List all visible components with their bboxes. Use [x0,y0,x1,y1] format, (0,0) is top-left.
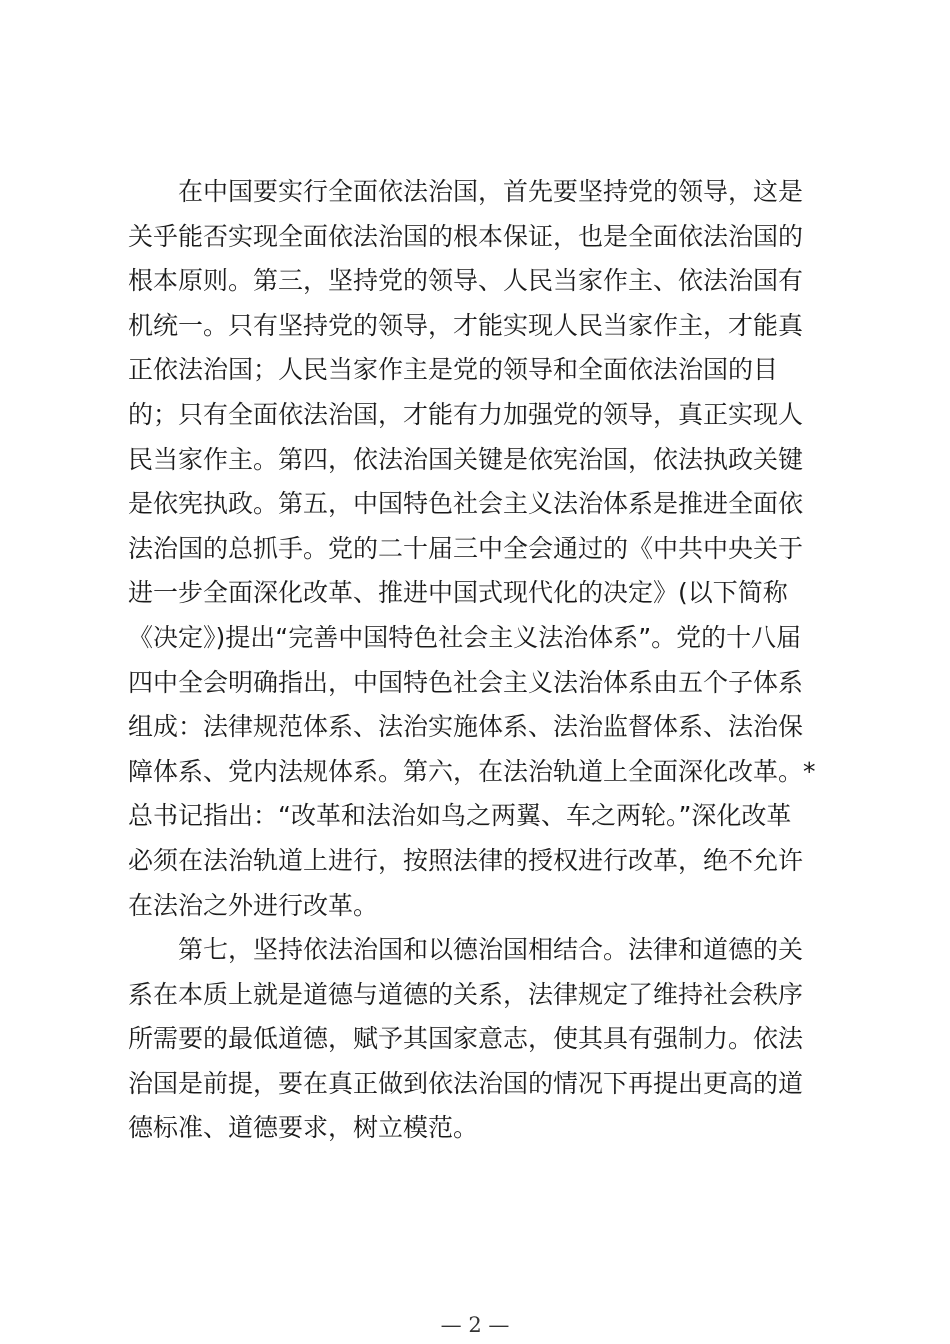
text-line: 根本原则。第三，坚持党的领导、人民当家作主、依法治国有 [128,266,804,296]
text-line: 系在本质上就是道德与道德的关系，法律规定了维持社会秩序 [128,979,804,1009]
text-line: 总书记指出：“改革和法治如鸟之两翼、车之两轮。”深化改革 [128,801,792,831]
text-line: 的；只有全面依法治国，才能有力加强党的领导，真正实现人 [128,399,804,429]
text-line: 进一步全面深化改革、推进中国式现代化的决定》(以下简称 [128,578,788,608]
text-line: 在中国要实行全面依法治国，首先要坚持党的领导，这是 [128,177,804,206]
body-text [128,170,828,1151]
text-line: 障体系、党内法规体系。第六，在法治轨道上全面深化改革。* [128,756,816,786]
text-line: 德标准、道德要求，树立模范。 [128,1113,479,1143]
text-line: 机统一。只有坚持党的领导，才能实现人民当家作主，才能真 [128,310,804,340]
page-number: — 2 — [440,1313,510,1337]
text-line: 组成：法律规范体系、法治实施体系、法治监督体系、法治保 [128,712,804,742]
text-line: 第七，坚持依法治国和以德治国相结合。法律和道德的关 [128,935,804,965]
text-line: 所需要的最低道德，赋予其国家意志，使其具有强制力。依法 [128,1024,804,1054]
text-line: 必须在法治轨道上进行，按照法律的授权进行改革，绝不允许 [128,845,804,875]
text-line: 关乎能否实现全面依法治国的根本保证，也是全面依法治国的 [128,221,804,251]
text-line: 正依法治国；人民当家作主是党的领导和全面依法治国的目 [128,355,779,385]
text-line: 是依宪执政。第五，中国特色社会主义法治体系是推进全面依 [128,489,804,519]
text-line: 法治国的总抓手。党的二十届三中全会通过的《中共中央关于 [128,533,804,563]
text-line: 四中全会明确指出，中国特色社会主义法治体系由五个子体系 [128,667,804,697]
text-line: 在法治之外进行改革。 [128,890,379,920]
text-line: 治国是前提，要在真正做到依法治国的情况下再提出更高的道 [128,1068,804,1098]
text-line: 民当家作主。第四，依法治国关键是依宪治国，依法执政关键 [128,444,804,474]
text-line: 《决定》)提出“完善中国特色社会主义法治体系”。党的十八届 [128,622,802,652]
